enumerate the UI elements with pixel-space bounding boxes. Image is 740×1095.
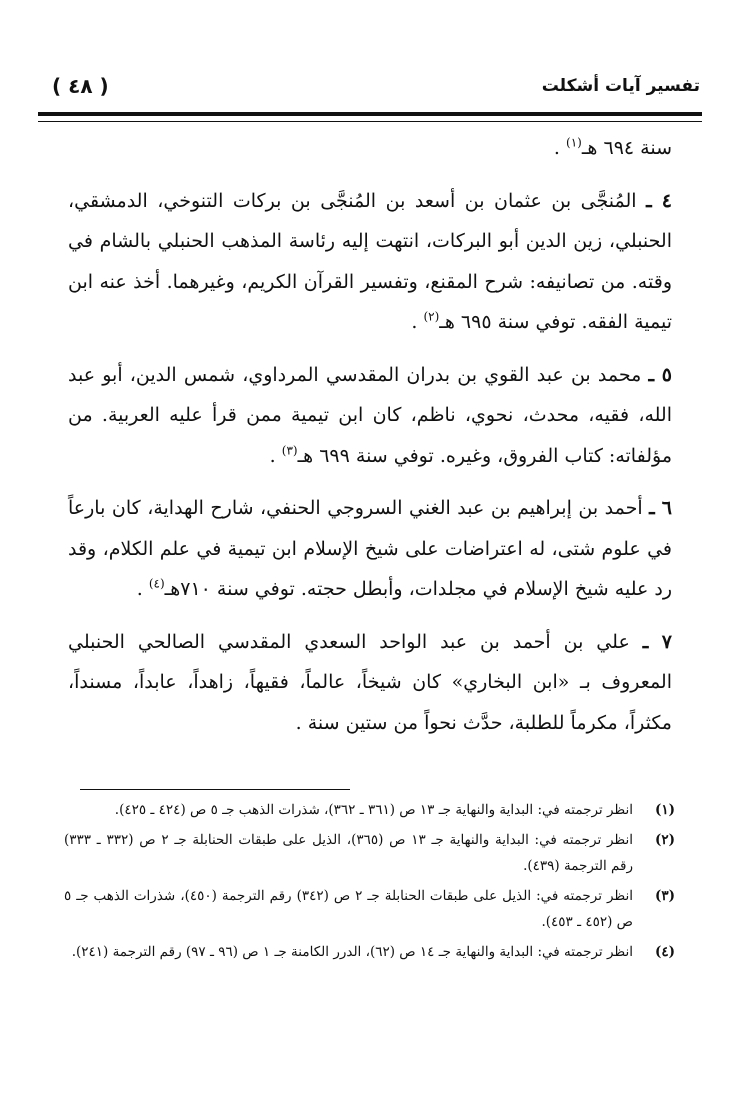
footnote-text: انظر ترجمته في: البداية والنهاية جـ ١٤ ص (٦٢)، الدرر الكامنة جـ ١ ص (٩٦ ـ ٩٧) رقم الترجمة (٢٤١). [71, 944, 633, 960]
entry-text: أحمد بن إبراهيم بن عبد الغني السروجي الحنفي، شارح الهداية، كان بارعاً في علوم شتى، له اعتراضات على شيخ الإسلام ابن تيمية في علم الكلام، وقد رد عليه شيخ الإسلام في مجلدات، وأبطل حجته. توفي سنة ٧١٠هـ [68, 497, 672, 600]
page-header [38, 70, 702, 106]
footnote [64, 883, 675, 935]
continuation-line [68, 128, 672, 169]
footnote-marker: (٣) [654, 888, 675, 904]
entry-tail: . [136, 578, 149, 600]
biography-entry-7 [68, 622, 672, 744]
footnote-ref: (٤) [148, 576, 165, 591]
paragraph-text: سنة ٦٩٤ هـ [581, 137, 672, 159]
header-rule-thin [38, 121, 702, 122]
footnote-ref: (٣) [281, 443, 298, 458]
footnote-marker: (١) [654, 802, 675, 818]
entry-number: ٦ ـ [649, 497, 672, 519]
biography-entry-4 [68, 181, 672, 343]
entry-number: ٤ ـ [646, 189, 673, 212]
footnote-ref: (١) [566, 135, 582, 150]
footnote-marker: (٢) [654, 832, 675, 848]
biography-entry-6 [68, 488, 672, 610]
entry-tail: . [411, 311, 424, 333]
entry-tail: . [269, 444, 282, 467]
footnote-text: انظر ترجمته في: الذيل على طبقات الحنابلة جـ ٢ ص (٣٤٢) رقم الترجمة (٤٥٠)، شذرات الذهب جـ ٥ ص (٤٥٢ ـ ٤٥٣). [64, 888, 633, 930]
entry-text: المُنجَّى بن عثمان بن أسعد بن المُنجَّى بن بركات التنوخي، الدمشقي، الحنبلي، زين الدين أبو البركات، انتهت إليه رئاسة المذهب الحنبلي بالشام في وقته. من تصانيفه: شرح المقنع، وتفسير القرآن الكريم، وغيرهما. أخذ عنه ابن تيمية الفقه. توفي سنة ٦٩٥ هـ [68, 189, 672, 333]
entry-text: محمد بن عبد القوي بن بدران المقدسي المرداوي، شمس الدين، أبو عبد الله، فقيه، محدث، نحوي، ناظم، كان ابن تيمية ممن قرأ عليه العربية. من مؤلفاته: كتاب الفروق، وغيره. توفي سنة ٦٩٩ هـ [68, 363, 672, 467]
footnotes [64, 797, 675, 969]
main-text [68, 128, 672, 743]
entry-number: ٥ ـ [648, 363, 673, 386]
footnote-marker: (٤) [654, 944, 675, 960]
entry-number: ٧ ـ [642, 630, 672, 653]
header-rule-thick [38, 112, 702, 116]
footnote-separator [80, 789, 350, 790]
footnote [64, 797, 675, 823]
footnote-ref: (٢) [423, 309, 440, 324]
footnote-text: انظر ترجمته في: البداية والنهاية جـ ١٣ ص (٣٦٥)، الذيل على طبقات الحنابلة جـ ٢ ص (٣٣٢ ـ ٣٣٣) رقم الترجمة (٤٣٩). [64, 832, 633, 874]
entry-text: علي بن أحمد بن عبد الواحد السعدي المقدسي الصالحي الحنبلي المعروف بـ «ابن البخاري» كان شيخاً، عالماً، فقيهاً، زاهداً، عابداً، مسنداً، مكثراً، مكرماً للطلبة، حدَّث نحواً من ستين سنة . [68, 630, 672, 734]
footnote-text: انظر ترجمته في: البداية والنهاية جـ ١٣ ص (٣٦١ ـ ٣٦٢)، شذرات الذهب جـ ٥ ص (٤٢٤ ـ ٤٢٥). [114, 802, 633, 818]
footnote [64, 939, 675, 965]
running-title: تفسير آيات أشكلت [541, 76, 700, 96]
footnote [64, 827, 675, 879]
paragraph-tail: . [553, 137, 567, 159]
page-number: ( ٤٨ ) [52, 74, 109, 98]
biography-entry-5 [68, 355, 672, 477]
